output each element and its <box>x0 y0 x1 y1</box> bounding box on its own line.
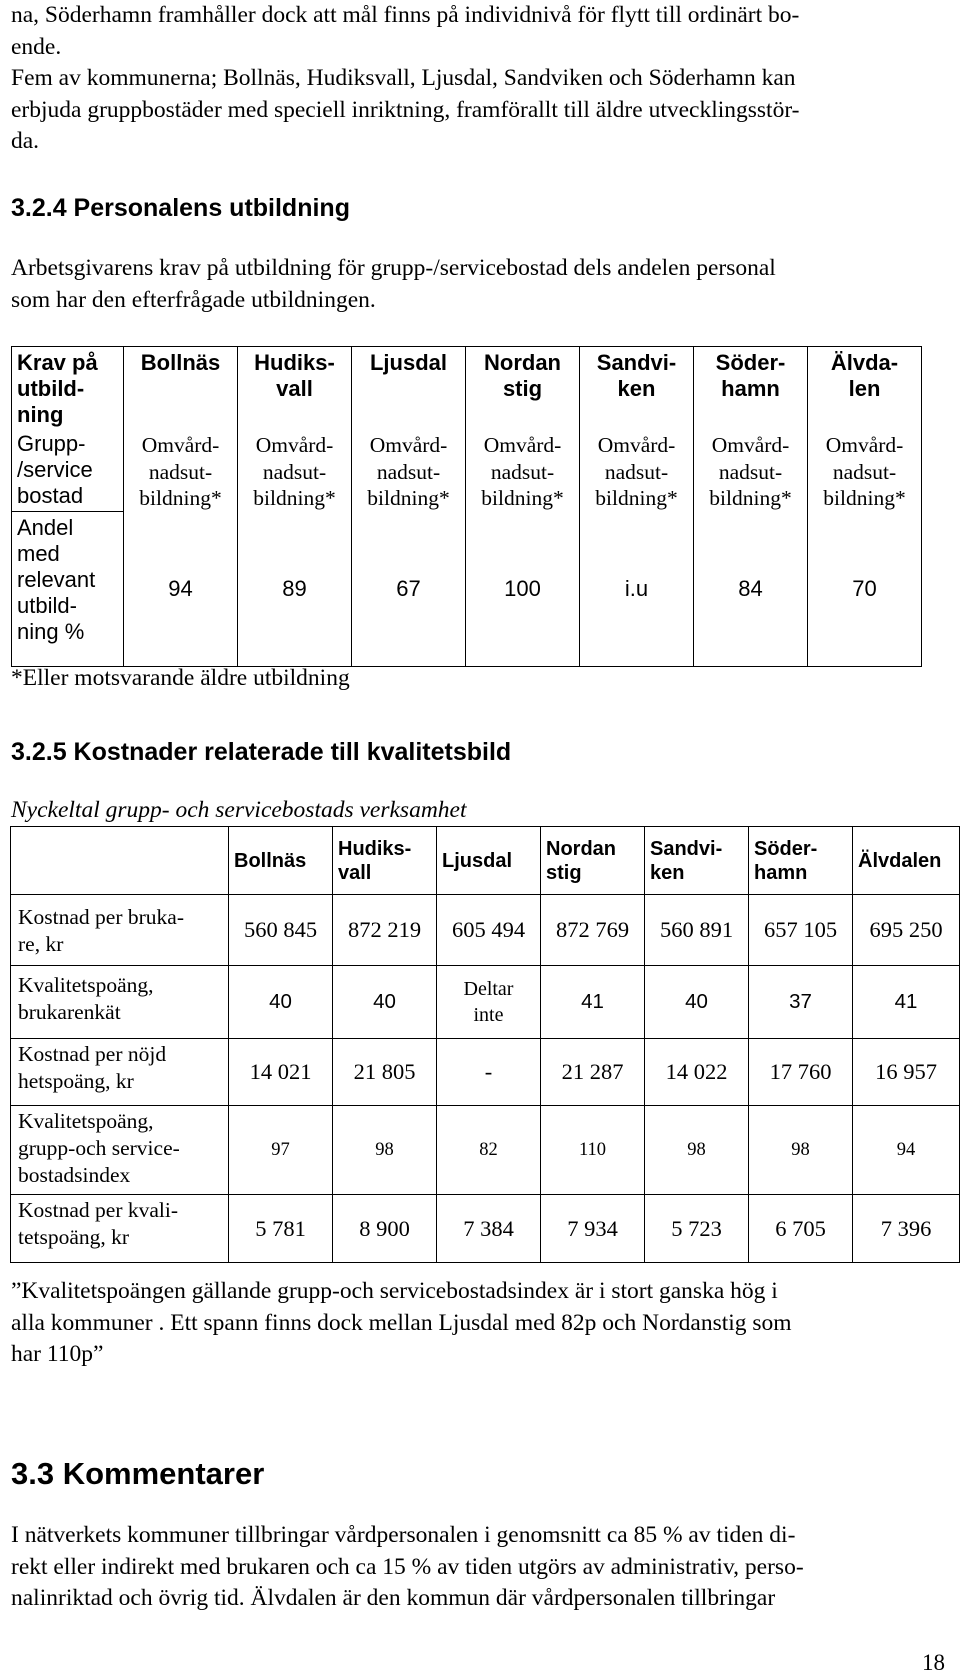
table-cell: Omvård- nadsut- bildning* <box>124 428 238 512</box>
table-cell: 21 805 <box>333 1039 437 1106</box>
quote-line: har 110p” <box>11 1341 104 1367</box>
section-33-paragraph <box>11 1520 951 1615</box>
table-cell: 7 396 <box>853 1195 960 1263</box>
paragraph-line: Arbetsgivarens krav på utbildning för grupp-/servicebostad dels andelen personal <box>11 255 776 281</box>
table-cell: 8 900 <box>333 1195 437 1263</box>
table-cell: i.u <box>580 512 694 667</box>
table-cell: 14 022 <box>645 1039 749 1106</box>
intro-paragraph <box>11 0 951 158</box>
table-cell: 16 957 <box>853 1039 960 1106</box>
table-cell: 41 <box>541 966 645 1039</box>
paragraph-line: nalinriktad och övrig tid. Älvdalen är den kommun där vårdpersonalen tillbringar <box>11 1585 776 1611</box>
column-header: Älvdalen <box>853 827 960 895</box>
table-cell: Omvård- nadsut- bildning* <box>352 428 466 512</box>
table-cell: 657 105 <box>749 895 853 966</box>
table-cell: 84 <box>694 512 808 667</box>
table-cell: 94 <box>853 1106 960 1195</box>
row-label: Andel med relevant utbild- ning % <box>12 512 124 667</box>
table-cell: Omvård- nadsut- bildning* <box>580 428 694 512</box>
table-cell: 98 <box>749 1106 853 1195</box>
paragraph-line: som har den efterfrågade utbildningen. <box>11 286 376 313</box>
quote-paragraph <box>11 1276 951 1371</box>
education-table <box>11 346 922 667</box>
table-cell: 560 891 <box>645 895 749 966</box>
table-cell: 70 <box>808 512 922 667</box>
paragraph-line: I nätverkets kommuner tillbringar vårdpersonalen i genomsnitt ca 85 % av tiden di- <box>11 1522 796 1548</box>
table-caption: Nyckeltal grupp- och servicebostads verksamhet <box>11 797 467 823</box>
intro-line: Fem av kommunerna; Bollnäs, Hudiksvall, Ljusdal, Sandviken och Söderhamn kan <box>11 65 796 91</box>
quote-line: alla kommuner . Ett spann finns dock mellan Ljusdal med 82p och Nordanstig som <box>11 1309 792 1336</box>
intro-line: ende. <box>11 33 62 60</box>
table-cell: Omvård- nadsut- bildning* <box>238 428 352 512</box>
column-header: Bollnäs <box>229 827 333 895</box>
section-33-heading: 3.3 Kommentarer <box>11 1456 265 1491</box>
table-cell: 67 <box>352 512 466 667</box>
row-label: Kvalitetspoäng, grupp-och service- bostadsindex <box>11 1106 229 1195</box>
column-header: Ljusdal <box>352 347 466 429</box>
column-header: Sandvi- ken <box>580 347 694 429</box>
column-header: Hudiks- vall <box>238 347 352 429</box>
row-label: Grupp- /service bostad <box>12 428 124 512</box>
table-cell: 5 781 <box>229 1195 333 1263</box>
section-324-heading: 3.2.4 Personalens utbildning <box>11 194 350 222</box>
row-label: Kostnad per nöjd hetspoäng, kr <box>11 1039 229 1106</box>
table-cell: 94 <box>124 512 238 667</box>
table-cell: 89 <box>238 512 352 667</box>
table-cell: 40 <box>645 966 749 1039</box>
table-cell: 110 <box>541 1106 645 1195</box>
table-cell: Omvård- nadsut- bildning* <box>808 428 922 512</box>
page-number: 18 <box>922 1650 945 1675</box>
table-cell: - <box>437 1039 541 1106</box>
table-cell: 41 <box>853 966 960 1039</box>
table-cell: 872 219 <box>333 895 437 966</box>
key-figures-table <box>10 826 960 1263</box>
column-header: Sandvi- ken <box>645 827 749 895</box>
column-header: Nordan stig <box>541 827 645 895</box>
table-cell: 7 934 <box>541 1195 645 1263</box>
table-cell: 100 <box>466 512 580 667</box>
row-label: Kostnad per kvali- tetspoäng, kr <box>11 1195 229 1263</box>
table-cell: 5 723 <box>645 1195 749 1263</box>
column-header: Ljusdal <box>437 827 541 895</box>
table-cell: 14 021 <box>229 1039 333 1106</box>
table-cell: Omvård- nadsut- bildning* <box>694 428 808 512</box>
table-cell: 17 760 <box>749 1039 853 1106</box>
column-header: Bollnäs <box>124 347 238 429</box>
table-cell: 7 384 <box>437 1195 541 1263</box>
column-header: Söder- hamn <box>749 827 853 895</box>
table-cell: 21 287 <box>541 1039 645 1106</box>
table-cell: 98 <box>645 1106 749 1195</box>
table-cell: 605 494 <box>437 895 541 966</box>
corner-header: Krav på utbild- ning <box>12 347 124 429</box>
table-cell: 695 250 <box>853 895 960 966</box>
row-label: Kostnad per bruka- re, kr <box>11 895 229 966</box>
column-header: Älvda- len <box>808 347 922 429</box>
section-324-paragraph <box>11 253 951 316</box>
row-label: Kvalitetspoäng, brukarenkät <box>11 966 229 1039</box>
table-cell: 98 <box>333 1106 437 1195</box>
table-cell: 97 <box>229 1106 333 1195</box>
intro-line: da. <box>11 128 40 154</box>
table-cell: 872 769 <box>541 895 645 966</box>
column-header: Söder- hamn <box>694 347 808 429</box>
table-cell: Omvård- nadsut- bildning* <box>466 428 580 512</box>
table-cell: 560 845 <box>229 895 333 966</box>
table-cell-deltar-inte: Deltar inte <box>437 966 541 1039</box>
intro-line: na, Söderhamn framhåller dock att mål finns på individnivå för flytt till ordinärt bo- <box>11 2 800 28</box>
table-cell: 82 <box>437 1106 541 1195</box>
table-cell: 6 705 <box>749 1195 853 1263</box>
table-cell: 40 <box>333 966 437 1039</box>
intro-line: erbjuda gruppbostäder med speciell inriktning, framförallt till äldre utvecklingsstör- <box>11 96 800 123</box>
table-footnote: *Eller motsvarande äldre utbildning <box>11 665 350 691</box>
column-header: Nordan stig <box>466 347 580 429</box>
paragraph-line: rekt eller indirekt med brukaren och ca 15 % av tiden utgörs av administrativ, perso- <box>11 1553 804 1580</box>
quote-line: ”Kvalitetspoängen gällande grupp-och servicebostadsindex är i stort ganska hög i <box>11 1278 778 1304</box>
table-cell: 37 <box>749 966 853 1039</box>
section-325-heading: 3.2.5 Kostnader relaterade till kvalitetsbild <box>11 738 512 766</box>
column-header: Hudiks- vall <box>333 827 437 895</box>
empty-corner <box>11 827 229 895</box>
table-cell: 40 <box>229 966 333 1039</box>
